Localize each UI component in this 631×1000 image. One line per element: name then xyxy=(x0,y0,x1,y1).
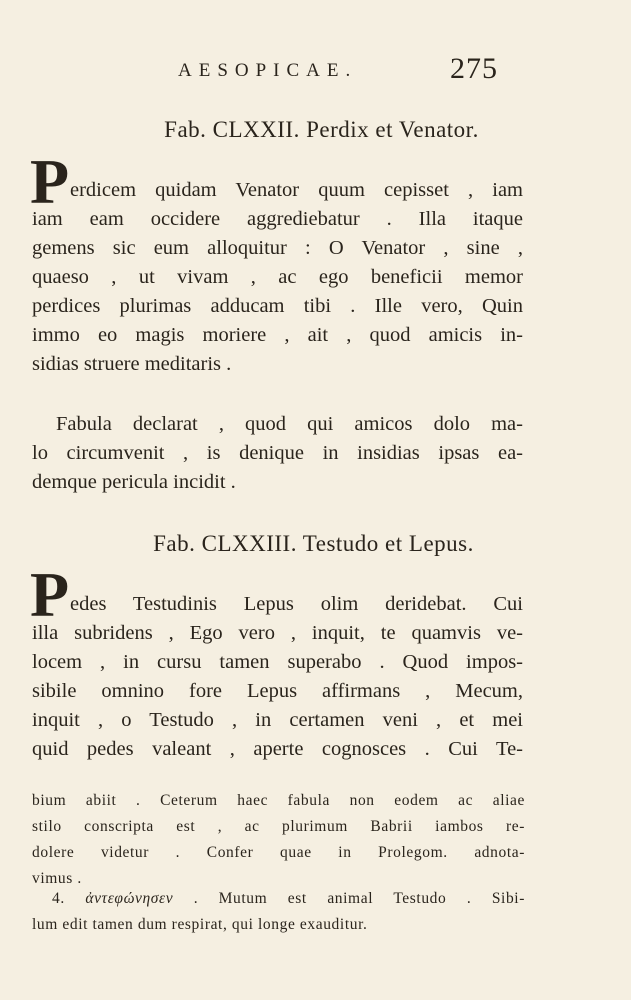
text-line: perdices plurimas adducam tibi . Ille vero, Quin xyxy=(32,295,523,317)
text-line: quid pedes valeant , aperte cognosces . Cui Te- xyxy=(32,738,523,760)
text-line: erdicem quidam Venator quum cepisset , iam xyxy=(70,179,523,201)
text-line: edes Testudinis Lepus olim deridebat. Cui xyxy=(70,593,523,615)
page-number: 275 xyxy=(450,52,498,85)
moral-line: Fabula declarat , quod qui amicos dolo ma- xyxy=(56,413,523,435)
note-4 xyxy=(52,886,525,912)
drop-cap: P xyxy=(30,559,70,630)
text-line: quaeso , ut vivam , ac ego beneficii memor xyxy=(32,266,523,288)
text-line: illa subridens , Ego vero , inquit, te quamvis ve- xyxy=(32,622,523,644)
text-line: immo eo magis moriere , ait , quod amicis in- xyxy=(32,324,523,346)
note-line: stilo conscripta est , ac plurimum Babrii iambos re- xyxy=(32,818,525,835)
running-title: AESOPICAE. xyxy=(178,60,358,81)
text-line: inquit , o Testudo , in certamen veni , et mei xyxy=(32,709,523,731)
note-line: bium abiit . Ceterum haec fabula non eodem ac aliae xyxy=(32,792,525,809)
drop-cap: P xyxy=(30,146,70,217)
note-line: dolere videtur . Confer quae in Prolegom. adnota- xyxy=(32,844,525,861)
note-line: vimus . xyxy=(32,870,82,887)
note-number: 4. xyxy=(52,890,65,907)
fable-title: Fab. CLXXII. Perdix et Venator. xyxy=(164,117,479,142)
note-text: . Mutum est animal Testudo . Sibi- xyxy=(193,890,525,907)
moral-line: lo circumvenit , is denique in insidias ipsas ea- xyxy=(32,442,523,464)
running-head xyxy=(0,52,631,90)
fable-title: Fab. CLXXIII. Testudo et Lepus. xyxy=(153,531,474,556)
moral-line: demque pericula incidit . xyxy=(32,471,236,493)
text-line: gemens sic eum alloquitur : O Venator , sine , xyxy=(32,237,523,259)
text-line: sibile omnino fore Lepus affirmans , Mecum, xyxy=(32,680,523,702)
note-line: lum edit tamen dum respirat, qui longe exauditur. xyxy=(32,916,368,933)
text-line: sidias struere meditaris . xyxy=(32,353,232,375)
text-line: iam eam occidere aggrediebatur . Illa itaque xyxy=(32,208,523,230)
greek-word: ἀντεφώνησεν xyxy=(85,890,174,907)
text-line: locem , in cursu tamen superabo . Quod impos- xyxy=(32,651,523,673)
